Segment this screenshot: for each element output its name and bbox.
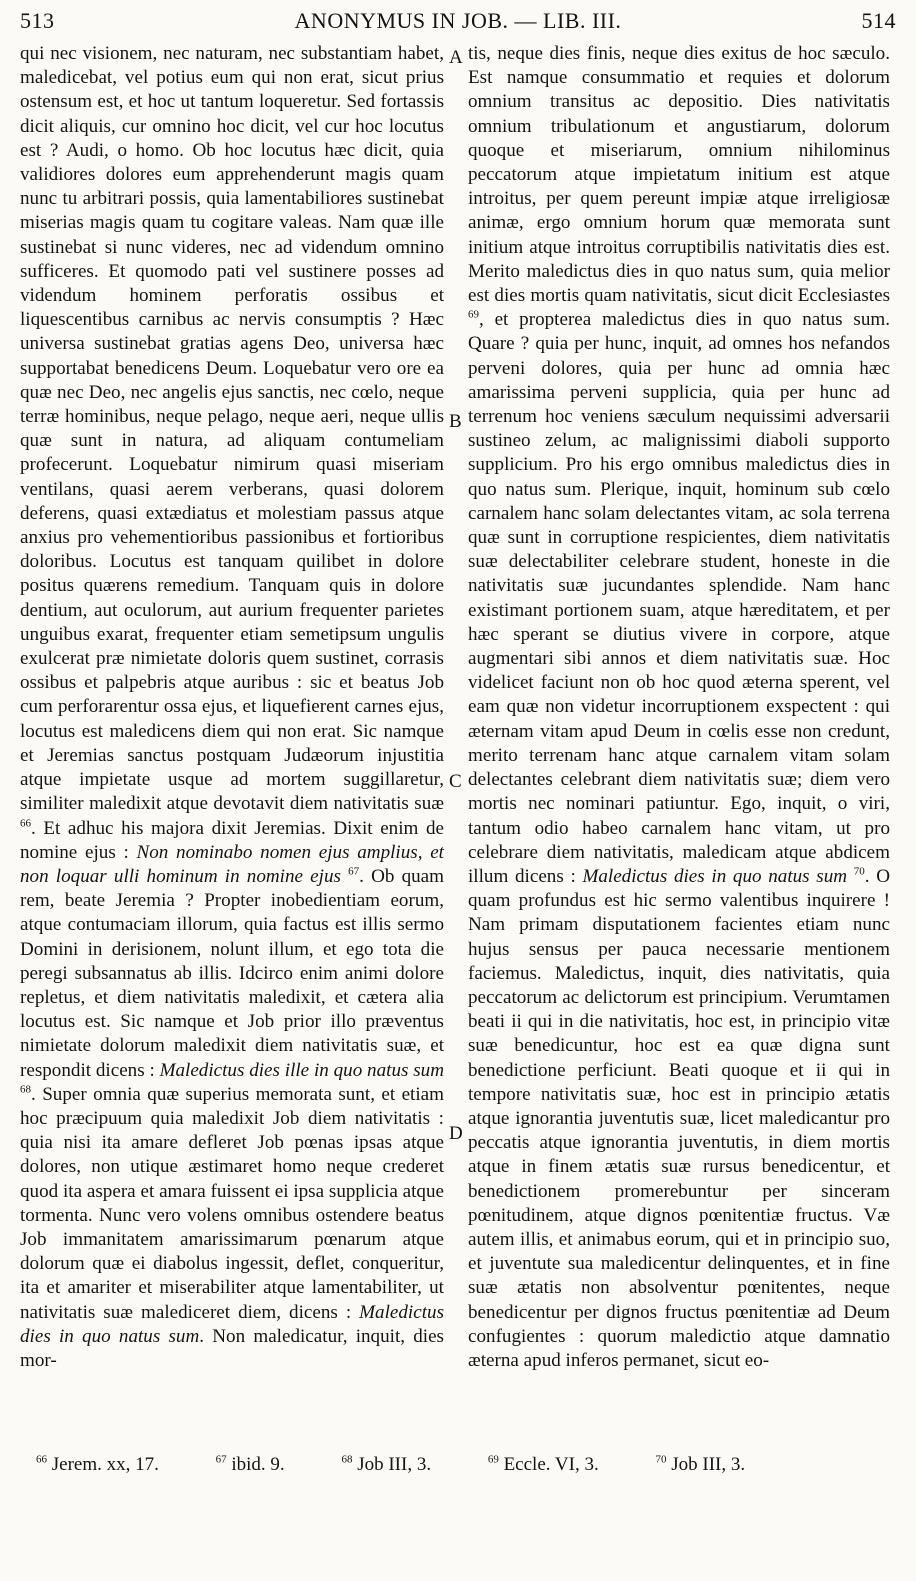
footnote-text: ibid. 9. — [231, 1454, 285, 1475]
text-run: . Et adhuc his majora dixit Jeremias. Dixit enim de nomine ejus : — [20, 817, 444, 863]
footnotes — [36, 1452, 886, 1478]
running-title: ANONYMUS IN JOB. — LIB. III. — [294, 8, 622, 33]
right-column-text — [468, 42, 890, 1373]
footnote — [216, 1454, 311, 1475]
text-run: . Non maledicatur, inquit, dies mor- — [20, 1325, 444, 1371]
footnote-number: 68 — [341, 1453, 353, 1466]
page-number-right: 514 — [861, 8, 896, 33]
footnote — [341, 1454, 457, 1475]
quotation: Maledictus dies in quo natus sum — [582, 865, 848, 887]
footnote — [488, 1454, 625, 1475]
section-marker-b: B — [449, 411, 462, 432]
footnote-text: Job III, 3. — [357, 1454, 432, 1475]
footnote — [655, 1454, 771, 1475]
text-run: . O quam profundus est hic sermo valentibus inquirere ! Nam primam disputationem facientes etiam nunc hujus sensus per pauca necessarie mentionem faciemus. Maledictus, inquit, dies nativitatis, quia peccatorum ac delictorum est principium. Verumtamen beati ii qui in die nativitatis, hoc est, in principio vitæ suæ benedicuntur, hoc est ea quæ digna sunt benedictione perficiunt. Beati quoque et ii qui in tempore nativitatis suæ, hoc est in principio ætatis atque ignorantia juventutis suæ, licet maledicantur pro peccatis atque ignorantia juventutis, in diem mortis atque in finem ætatis suæ rursus benedicentur, et benedictionem promerebuntur per sinceram pœnitudinem, atque dignos pœnitentiæ fructus. Væ autem illis, et animabus eorum, qui et in principio suo, et juventute sua maledicentur delinquentes, et in fine suæ ætatis non absolventur pœnitentes, neque benedicentur per dignos fructus pœnitentiæ ad Deum confugientes : quorum maledictio atque damnatio æterna apud inferos permanet, sicut eo- — [468, 865, 890, 1371]
footnote-number: 69 — [487, 1453, 499, 1466]
footnote-text: Job III, 3. — [671, 1454, 746, 1475]
quotation: Non nominabo nomen ejus amplius, et non loquar ulli hominum in nomine ejus — [20, 841, 444, 887]
right-column — [468, 42, 890, 1373]
quotation: Maledictus dies in quo natus sum — [20, 1301, 444, 1347]
footnote-ref: 68 — [20, 1083, 31, 1096]
section-marker-c: C — [449, 771, 462, 792]
text-run: . Ob quam rem, beate Jeremia ? Propter inobedientiam eorum, atque contumaciam illorum, quia factus est illis sermo Domini in derisionem, nolunt illum, et ego tota die peregi subsannatus ab illis. Idcirco enim animi dolore repletus, et diem nativitatis maledixit, et cætera alia locutus est. Sic namque et Job prior illo præventus nimietate dolorum maledixit diem nativitatis suæ, et respondit dicens : — [20, 865, 444, 1081]
text-run: , et propterea maledictus dies in quo natus sum. Quare ? quia per hunc, inquit, ad omnes hos nefandos perveni dolores, quia per hunc ad omnia hæc amarissima perveni supplicia, quia per hunc ad terrenum hoc veniens sæculum nequissimi adversarii sustineo zelum, ac malignissimi diaboli supporto supplicium. Pro his ergo omnibus maledictus dies in quo natus sum. Plerique, inquit, hominum sub cœlo carnalem hanc solam delectantes vitam, ac sola terrena quæ sunt in corruptione respicientes, diem nativitatis suæ delectabiliter celebrare student, honeste in die nativitatis suæ jucundantes splendide. Nam hanc existimant portionem suam, atque hæreditatem, et per hæc sperant se diutius vivere in corpore, atque augmentari sibi annos et diem nativitatis suæ. Hoc videlicet faciunt non ob hoc quod æterna sperent, vel eam quæ non videtur incorruptionem exspectent : qui æternam vitam apud Deum in cœlis esse non credunt, merito terrenam hanc atque carnalem vitam solam delectantes celebrant diem nativitatis suæ; diem vero mortis nec nominari patiuntur. Ego, inquit, o viri, tantum odio habeo carnalem hanc vitam, ut pro celebrare diem nativitatis, maledicam atque abdicem illum dicens : — [468, 309, 890, 887]
text-run: tis, neque dies finis, neque dies exitus de hoc sæculo. Est namque consummatio et requies et dolorum omnium transitus ac depositio. Dies nativitatis omnium tribulationum et angustiarum, dolorum quoque et miseriarum, omnium nihilominus peccatorum atque impietatum initium est atque introitus, per quem pereunt impiæ atque irreligiosæ animæ, ergo omnium horum quæ memorata sunt initium atque introitus corruptibilis nativitatis dies est. Merito maledictus dies in quo natus sum, quia melior est dies mortis quam nativitatis, sicut dicit Ecclesiastes — [468, 43, 890, 307]
text-run: qui nec visionem, nec naturam, nec substantiam habet, maledicebat, vel potius eum qui non erat, sicut prius ostensum est, et hoc ut tantum loqueretur. Sed fortassis dicit aliquis, cur omnino hoc dicit, vel cur hoc locutus est ? Audi, o homo. Ob hoc locutus hæc dicit, quia validiores dolores eum apprehenderunt magis quam nunc tu arbitrari possis, quia lamentabiliores sustinebat miserias magis quam tu cogitare valeas. Nam quæ ille sustinebat si nunc videres, nec ad videndum omnino sufficeres. Et quomodo pati vel sustinere posses ad videndum hominem perforatis ossibus et liquescentibus carnibus ac nervis consumptis ? Hæc universa sustinebat gratias agens Deo, universa hæc supportabat benedicens Deum. Loquebatur vero ore ea quæ nec Deo, nec angelis ejus sanctis, nec cœlo, neque terræ hominibus, neque pelago, neque aeri, neque ullis quæ sunt in natura, ad aliquam contumeliam profecerunt. Loquebatur nimirum quasi miseriam ventilans, quasi aerem verberans, quasi dolorem deferens, quasi extædiatus et molestiam passus atque anxius pro vehementioribus passionibus et fortioribus doloribus. Locutus est tanquam quilibet in dolore positus quærens remedium. Tanquam quis in dolore dentium, aut oculorum, aut aurium frequenter parietes unguibus exarat, frequenter etiam semetipsum ungulis exulcerat præ nimietate doloris quem sustinet, corrasis ossibus et palpebris atque auribus : sic et beatus Job cum perforarentur ossa ejus, et liquefierent carnes ejus, locutus est maledicens diem qui non erat. Sic namque et Jeremias sanctus postquam Judæorum injustitia atque impietate usque ad mortem suggillaretur, similiter maledixit atque devotavit diem nativitatis suæ — [20, 43, 444, 815]
left-column-text — [20, 42, 444, 1373]
footnote-text: Eccle. VI, 3. — [503, 1454, 599, 1475]
footnote-number: 67 — [215, 1453, 227, 1466]
footnote-ref: 70 — [853, 865, 865, 878]
footnote-ref: 69 — [468, 308, 479, 321]
footnote-ref: 67 — [348, 865, 360, 878]
footnote-text: Jerem. xx, 17. — [51, 1454, 159, 1475]
running-header — [14, 6, 902, 36]
section-marker-d: D — [449, 1123, 463, 1144]
footnote-number: 70 — [655, 1453, 667, 1466]
page-number-left: 513 — [20, 8, 55, 33]
footnote — [36, 1454, 185, 1475]
text-run: . Super omnia quæ superius memorata sunt, et etiam hoc præcipuum quia maledixit Job diem nativitatis : quia nisi ita amare defleret Job pœnas ipsas atque dolores, non utique æstimaret homo neque crederet quod ita aspera et amara fuissent ei ipsa supplicia atque tormenta. Nunc vero volens omnibus ostendere beatus Job immanitatem amarissimarum pœnarum atque dolorum quæ ei diabolus ingessit, deflet, conqueritur, ita et amariter et miserabiliter atque lamentabiliter, ut nativitatis suæ malediceret diem, dicens : — [20, 1083, 444, 1323]
quotation: Maledictus dies ille in quo natus sum — [159, 1059, 445, 1081]
left-column — [20, 42, 444, 1373]
footnote-number: 66 — [36, 1453, 47, 1466]
section-marker-a: A — [449, 47, 463, 68]
footnote-ref: 66 — [20, 817, 31, 830]
